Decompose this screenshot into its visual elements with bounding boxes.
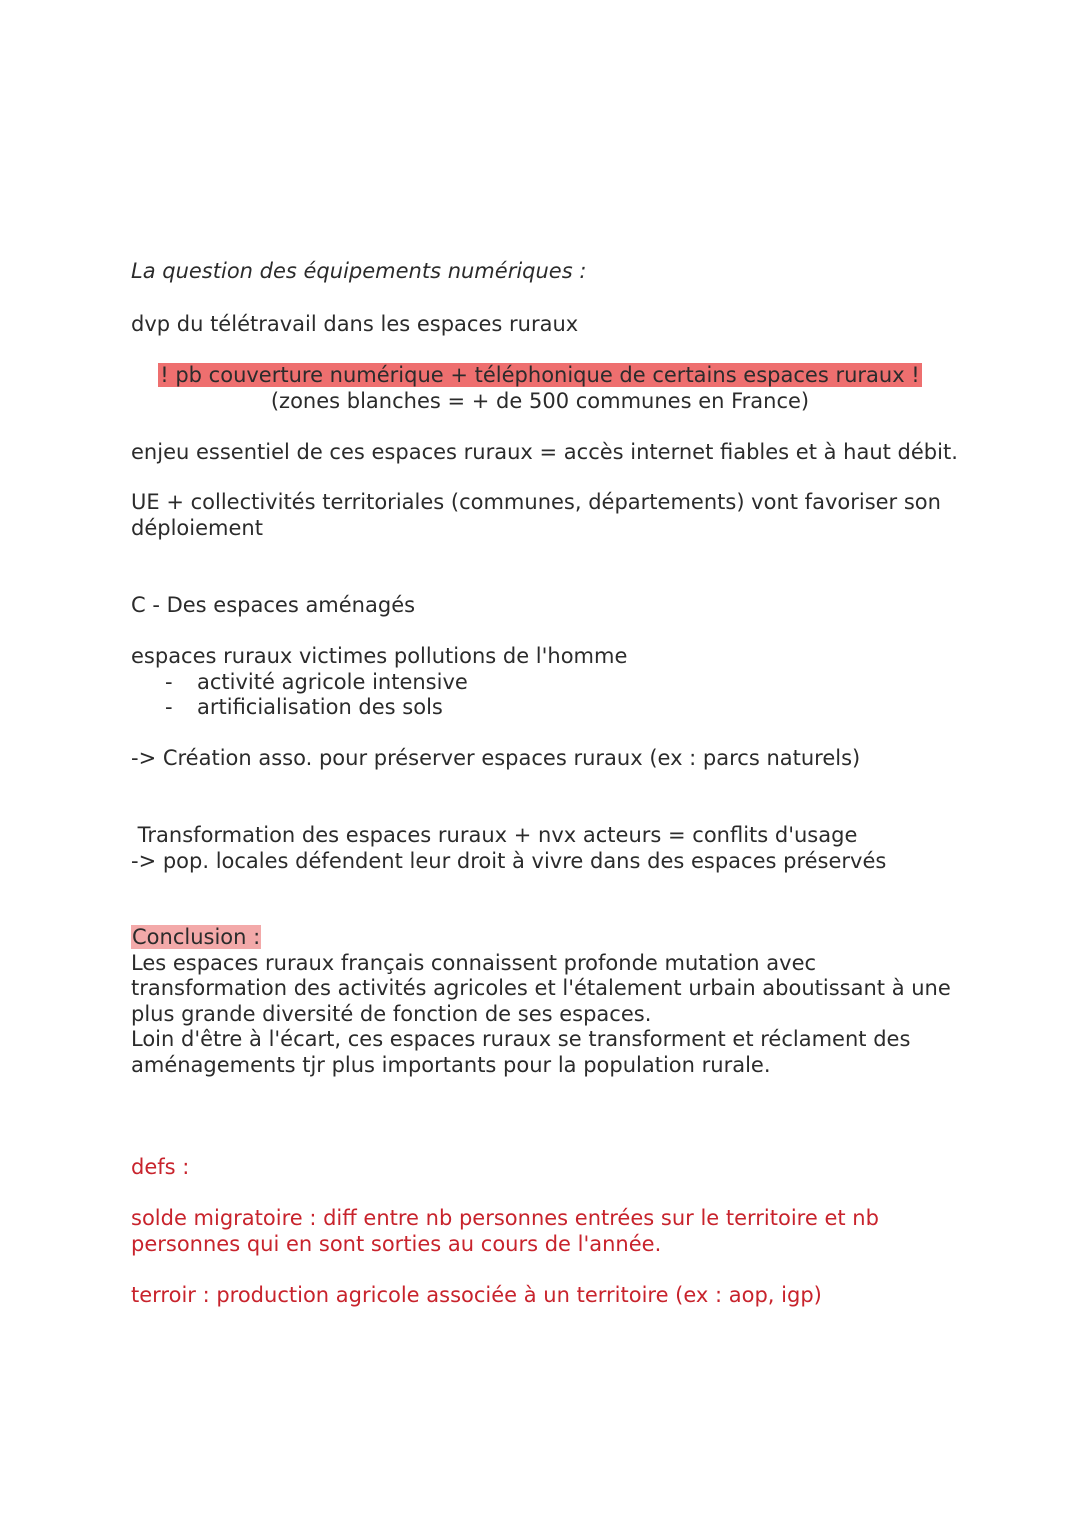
list-item: activité agricole intensive (197, 670, 468, 694)
defs-label: defs : (131, 1155, 190, 1179)
alert-line (0, 362, 1080, 388)
alert-highlight: ! pb couverture numérique + téléphonique de certains espaces ruraux ! (160, 363, 920, 387)
conclusion-label: Conclusion : (132, 925, 261, 949)
bullet-marker: - (165, 670, 173, 694)
def-solde-line2: personnes qui en sont sorties au cours de l'année. (131, 1232, 662, 1256)
paragraph-transformation-line1: Transformation des espaces ruraux + nvx acteurs = conflits d'usage (131, 823, 858, 847)
paragraph-enjeu: enjeu essentiel de ces espaces ruraux = accès internet fiables et à haut débit. (131, 440, 958, 464)
conclusion-line: transformation des activités agricoles et l'étalement urbain aboutissant à une (131, 976, 951, 1000)
paragraph-teletravail: dvp du télétravail dans les espaces ruraux (131, 312, 579, 336)
conclusion-line: Loin d'être à l'écart, ces espaces ruraux se transforment et réclament des (131, 1027, 911, 1051)
paragraph-pollutions: espaces ruraux victimes pollutions de l'homme (131, 644, 628, 668)
conclusion-line: aménagements tjr plus importants pour la population rurale. (131, 1053, 771, 1077)
section-title-c: C - Des espaces aménagés (131, 593, 416, 617)
section-title-numerique: La question des équipements numériques : (131, 259, 587, 283)
paragraph-creation-asso: -> Création asso. pour préserver espaces ruraux (ex : parcs naturels) (131, 746, 861, 770)
paragraph-transformation-line2: -> pop. locales défendent leur droit à vivre dans des espaces préservés (131, 849, 887, 873)
def-terroir: terroir : production agricole associée à un territoire (ex : aop, igp) (131, 1283, 822, 1307)
bullet-marker: - (165, 695, 173, 719)
paragraph-ue-line2: déploiement (131, 516, 263, 540)
paragraph-ue-line1: UE + collectivités territoriales (communes, départements) vont favoriser son (131, 490, 941, 514)
conclusion-line: Les espaces ruraux français connaissent profonde mutation avec (131, 951, 817, 975)
def-solde-line1: solde migratoire : diff entre nb personnes entrées sur le territoire et nb (131, 1206, 879, 1230)
conclusion-label-line (131, 924, 261, 950)
list-item: artificialisation des sols (197, 695, 443, 719)
conclusion-line: plus grande diversité de fonction de ses espaces. (131, 1002, 652, 1026)
alert-subline: (zones blanches = + de 500 communes en France) (270, 389, 810, 413)
